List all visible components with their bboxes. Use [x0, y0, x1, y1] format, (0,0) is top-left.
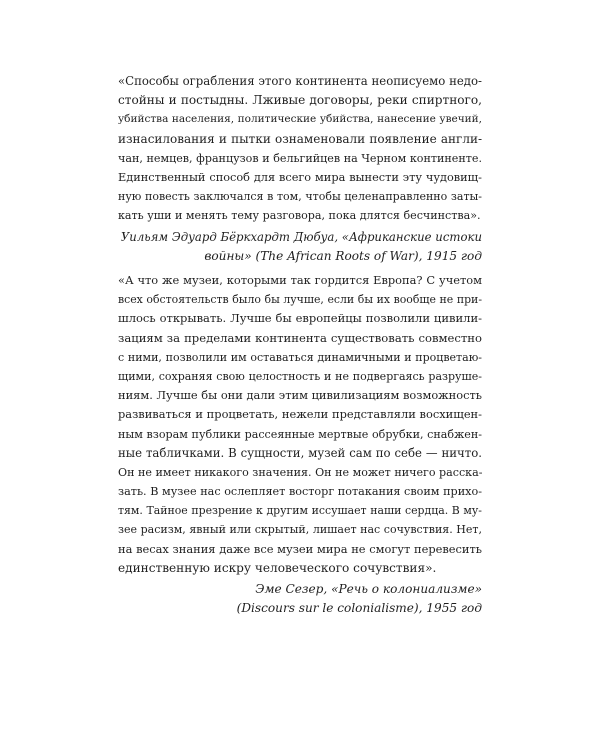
quote-line: развиваться и процветать, нежели представляли восхищен-: [118, 407, 482, 422]
quote-attribution: [118, 580, 482, 618]
attribution-line: Уильям Эдуард Бёркхардт Дюбуа, «Африканские истоки: [120, 229, 482, 244]
quote-line: шлось открывать. Лучше бы европейцы позволили цивили-: [118, 311, 482, 326]
quote-line: тям. Тайное презрение к другим иссушает наши сердца. В му-: [118, 504, 482, 518]
quote-line: с ними, позволили им оставаться динамичными и процветаю-: [118, 350, 482, 364]
quote-line: щими, сохраняя свою целостность и не подвергаясь разруше-: [118, 369, 482, 383]
quote-line: изнасилования и пытки ознаменовали появление англи-: [118, 131, 482, 146]
quote-line: ные табличками. В сущности, музей сам по себе — ничто.: [118, 445, 482, 460]
quote-line: зать. В музее нас ослепляет восторг потакания своим прихо-: [118, 485, 482, 499]
quote-line: ным взорам публики рассеянные мертвые обрубки, снабжен-: [118, 427, 482, 441]
attribution-line: Эме Сезер, «Речь о колониализме»: [255, 582, 482, 596]
quote-line: стойны и постыдны. Лживые договоры, реки спиртного,: [118, 93, 482, 108]
quote-line: чан, немцев, французов и бельгийцев на Черном континенте.: [118, 151, 482, 165]
quote-line: всех обстоятельств было бы лучше, если бы их вообще не при-: [118, 293, 482, 307]
quote-line: Единственный способ для всего мира вынести эту чудовищ-: [118, 170, 482, 184]
quote-attribution: [118, 228, 482, 266]
epigraph-dubois: [118, 72, 482, 266]
quote-line: «Способы ограбления этого континента неописуемо недо-: [118, 74, 482, 88]
quote-line: единственную искру человеческого сочувствия».: [118, 560, 437, 575]
quote-text: [118, 72, 482, 226]
quote-line: «А что же музеи, которыми так гордится Европа? С учетом: [118, 273, 482, 287]
quote-line: кать уши и менять тему разговора, пока длятся бесчинства».: [118, 209, 481, 223]
attribution-line: (Discours sur le colonialisme), 1955 год: [236, 601, 482, 616]
epigraph-cesaire: [118, 271, 482, 618]
quote-line: ниям. Лучше бы они дали этим цивилизациям возможность: [118, 388, 482, 403]
quote-text: [118, 271, 482, 578]
quote-line: убийства населения, политические убийства, нанесение увечий,: [118, 113, 482, 126]
quote-line: на весах знания даже все музеи мира не смогут перевесить: [118, 541, 482, 556]
quote-line: ную повесть заключался в том, чтобы целенаправленно заты-: [118, 190, 482, 204]
attribution-line: войны» (The African Roots of War), 1915 год: [204, 248, 482, 263]
quote-line: Он не имеет никакого значения. Он не может ничего расска-: [118, 465, 483, 479]
quote-line: зее расизм, явный или скрытый, лишает нас сочувствия. Нет,: [118, 523, 482, 537]
quote-line: зациям за пределами континента существовать совместно: [118, 330, 482, 345]
